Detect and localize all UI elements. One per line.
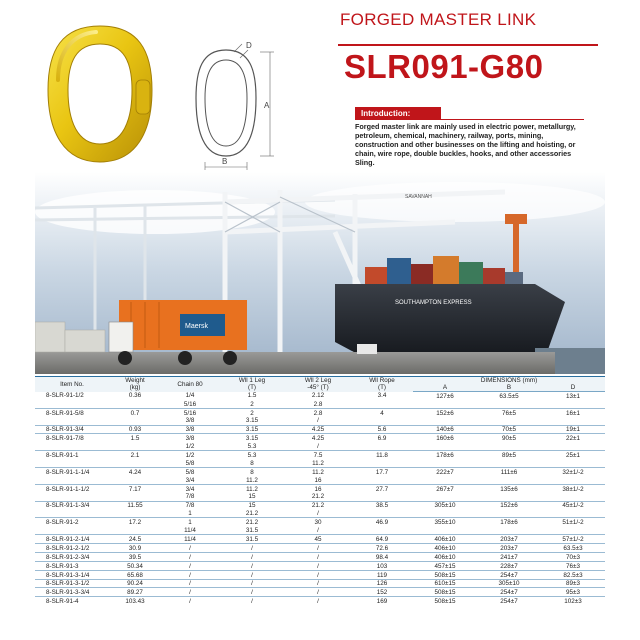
- table-row: [35, 588, 605, 597]
- table-row: [35, 509, 605, 517]
- table-cell-dim-a: 305±10: [413, 501, 477, 509]
- table-cell-dim-a: [413, 509, 477, 517]
- master-link-photo: [40, 20, 160, 170]
- table-cell-dim-b: 63.5±5: [499, 392, 519, 400]
- table-cell-rope: [351, 442, 413, 450]
- table-cell-dim-d: 76±3: [541, 561, 605, 570]
- table-cell-weight: [109, 442, 161, 450]
- table-cell-weight: 90.24: [109, 579, 161, 588]
- ship-name: SOUTHAMPTON EXPRESS: [395, 300, 472, 306]
- table-cell-wll2: /: [285, 597, 351, 605]
- table-cell-wll1: 5.3: [219, 451, 285, 459]
- table-cell-weight: 24.5: [109, 535, 161, 544]
- table-cell-item: 8-SLR-91-1-3/4: [35, 501, 109, 509]
- table-row: [35, 561, 605, 570]
- table-cell-chain: /: [161, 570, 219, 579]
- table-cell-dim-a: 127±6: [436, 392, 454, 400]
- table-cell-item: [35, 400, 109, 408]
- table-cell-wll1: 3.15: [219, 425, 285, 434]
- table-cell-wll2: 2.8: [285, 408, 351, 416]
- table-cell-wll2: 7.5: [285, 451, 351, 459]
- weight-unit: (kg): [129, 384, 141, 392]
- table-cell-wll1: 2: [219, 408, 285, 416]
- table-row: [35, 408, 605, 416]
- table-row: [35, 392, 605, 400]
- table-cell-dim-b: [477, 476, 541, 484]
- table-row: [35, 476, 605, 484]
- table-cell-chain: 1: [188, 510, 192, 518]
- table-cell-dim-a: 355±10: [413, 518, 477, 526]
- table-cell-rope: 169: [351, 597, 413, 605]
- table-cell-dim-d: 16±1: [541, 408, 605, 416]
- page-title: FORGED MASTER LINK: [340, 10, 537, 29]
- table-cell-dim-a: [413, 476, 477, 484]
- model-number: SLR091-G80: [344, 48, 544, 85]
- table-cell-dim-a: 508±15: [413, 588, 477, 597]
- table-cell-chain: /: [161, 588, 219, 597]
- table-cell-wll1: 11.2: [246, 476, 258, 484]
- table-cell-chain: 5/8: [185, 459, 195, 467]
- table-cell-wll1: 31.5: [219, 535, 285, 544]
- table-row: [35, 526, 605, 534]
- table-cell-wll2: /: [285, 570, 351, 579]
- table-cell-dim-d: 51±1/-2: [541, 518, 605, 526]
- table-cell-dim-d: [541, 509, 605, 517]
- table-row: [35, 451, 605, 459]
- table-cell-dim-a: [413, 459, 477, 467]
- table-row: [35, 493, 605, 501]
- table-cell-dim-b: 89±5: [477, 451, 541, 459]
- table-row: [35, 518, 605, 526]
- table-cell-item: 8-SLR-91-2: [35, 518, 109, 526]
- table-cell-item: [35, 526, 109, 534]
- table-cell-dim-d: 22±1: [541, 434, 605, 442]
- table-cell-item: 8-SLR-91-3: [35, 561, 109, 570]
- table-cell-chain: /: [161, 579, 219, 588]
- table-cell-weight: [109, 476, 161, 484]
- table-cell-dim-a: 508±15: [413, 570, 477, 579]
- table-row: [35, 425, 605, 434]
- table-cell-dim-b: [477, 400, 541, 408]
- table-cell-dim-b: [477, 459, 541, 467]
- table-cell-dim-b: 152±6: [477, 501, 541, 509]
- table-cell-dim-d: 102±3: [541, 597, 605, 605]
- table-cell-wll1: /: [219, 570, 285, 579]
- table-cell-rope: 3.4: [377, 392, 387, 400]
- table-cell-dim-a: [413, 400, 477, 408]
- table-cell-chain: /: [161, 552, 219, 561]
- table-cell-wll2: 11.2: [285, 468, 351, 476]
- table-cell-dim-a: 160±6: [413, 434, 477, 442]
- col-header-rope: [351, 377, 413, 392]
- table-row: [35, 434, 605, 442]
- table-cell-item: [35, 493, 109, 501]
- table-cell-chain: 3/8: [161, 434, 219, 442]
- table-cell-rope: 6.9: [351, 434, 413, 442]
- table-cell-wll2: /: [317, 527, 319, 535]
- table-cell-dim-a: 140±6: [413, 425, 477, 434]
- table-cell-weight: 0.93: [109, 425, 161, 434]
- table-row: [35, 417, 605, 425]
- table-cell-wll1: /: [219, 544, 285, 553]
- table-cell-weight: 65.68: [109, 570, 161, 579]
- table-cell-item: 8-SLR-91-3/4: [35, 425, 109, 434]
- table-cell-weight: 17.2: [109, 518, 161, 526]
- diagram-label-a: A: [264, 101, 270, 110]
- table-cell-item: 8-SLR-91-2-1/4: [35, 535, 109, 544]
- table-cell-wll2: /: [317, 417, 319, 425]
- table-cell-chain: 7/8: [161, 501, 219, 509]
- table-cell-weight: 39.5: [109, 552, 161, 561]
- table-cell-rope: 38.5: [351, 501, 413, 509]
- diagram-label-d: D: [246, 41, 252, 50]
- table-cell-rope: 98.4: [351, 552, 413, 561]
- table-cell-wll2: 4.25: [285, 425, 351, 434]
- table-cell-item: 8-SLR-91-1/2: [46, 392, 84, 400]
- table-cell-dim-a: 222±7: [413, 468, 477, 476]
- rope-label: Wll Rope: [369, 377, 395, 385]
- table-cell-chain: 11/4: [184, 527, 196, 535]
- table-cell-rope: 46.9: [351, 518, 413, 526]
- table-cell-dim-d: 13±1: [566, 392, 580, 400]
- table-row: [35, 544, 605, 553]
- table-cell-wll1: 15: [219, 501, 285, 509]
- table-cell-rope: [351, 400, 413, 408]
- intro-label: Introduction:: [355, 107, 441, 120]
- table-cell-dim-d: 95±3: [541, 588, 605, 597]
- table-cell-dim-a: 406±10: [413, 552, 477, 561]
- table-cell-rope: [351, 476, 413, 484]
- table-cell-chain: 3/8: [161, 425, 219, 434]
- table-cell-wll2: 21.2: [285, 501, 351, 509]
- table-row: [35, 501, 605, 509]
- table-row: [35, 400, 605, 408]
- table-cell-wll2: 16: [314, 476, 322, 484]
- table-cell-dim-a: 406±10: [413, 535, 477, 544]
- table-cell-dim-a: [413, 493, 477, 501]
- table-cell-dim-d: [541, 442, 605, 450]
- table-cell-wll2: /: [285, 588, 351, 597]
- table-cell-rope: 72.6: [351, 544, 413, 553]
- table-cell-chain: 11/4: [161, 535, 219, 544]
- wll1-unit: (T): [247, 384, 257, 392]
- table-cell-chain: 5/8: [161, 468, 219, 476]
- table-cell-dim-d: 45±1/-2: [541, 501, 605, 509]
- dimension-diagram: [188, 40, 278, 175]
- table-cell-dim-b: 305±10: [477, 579, 541, 588]
- table-cell-wll2: /: [285, 561, 351, 570]
- table-cell-rope: 126: [351, 579, 413, 588]
- table-cell-dim-d: 19±1: [541, 425, 605, 434]
- table-cell-dim-b: 70±5: [477, 425, 541, 434]
- col-header-dim-a: A: [413, 384, 477, 392]
- table-cell-item: 8-SLR-91-7/8: [35, 434, 109, 442]
- table-cell-dim-b: [477, 493, 541, 501]
- table-cell-dim-d: [541, 400, 605, 408]
- table-cell-rope: 4: [351, 408, 413, 416]
- table-cell-dim-d: 38±1/-2: [541, 484, 605, 492]
- table-cell-dim-a: 610±15: [413, 579, 477, 588]
- table-cell-dim-b: 228±7: [477, 561, 541, 570]
- table-cell-wll2: /: [317, 443, 319, 451]
- table-cell-chain: /: [161, 561, 219, 570]
- table-cell-dim-a: [413, 417, 477, 425]
- table-cell-chain: 3/8: [185, 417, 195, 425]
- col-header-weight: [109, 377, 161, 392]
- table-row: [35, 552, 605, 561]
- col-header-dim-b: B: [477, 384, 541, 392]
- table-cell-dim-b: 254±7: [477, 588, 541, 597]
- table-cell-wll1: 8: [219, 468, 285, 476]
- spec-table: [35, 376, 605, 605]
- table-cell-item: 8-SLR-91-1-1/2: [35, 484, 109, 492]
- table-cell-item: [35, 442, 109, 450]
- table-cell-wll1: 1.5: [247, 392, 257, 400]
- table-row: [35, 442, 605, 450]
- table-cell-item: 8-SLR-91-1-1/4: [35, 468, 109, 476]
- table-cell-rope: 17.7: [351, 468, 413, 476]
- table-cell-wll2: 21.2: [311, 493, 325, 501]
- wll2-unit: -45° (T): [307, 384, 329, 392]
- table-cell-wll2: 16: [285, 484, 351, 492]
- table-cell-chain: 3/4: [161, 484, 219, 492]
- table-cell-wll2: /: [285, 552, 351, 561]
- rope-unit: (T): [377, 384, 387, 392]
- table-cell-dim-a: 267±7: [413, 484, 477, 492]
- table-cell-wll1: 2: [250, 400, 254, 408]
- table-cell-dim-d: 89±3: [541, 579, 605, 588]
- table-cell-dim-a: 406±10: [413, 544, 477, 553]
- port-photo: [35, 172, 605, 374]
- table-cell-dim-d: 63.5±3: [541, 544, 605, 553]
- table-cell-weight: [109, 400, 161, 408]
- table-cell-dim-a: 178±6: [413, 451, 477, 459]
- table-cell-rope: [351, 509, 413, 517]
- weight-label: Weight: [125, 377, 145, 385]
- table-cell-item: 8-SLR-91-1: [35, 451, 109, 459]
- table-cell-rope: [351, 417, 413, 425]
- table-cell-dim-b: [477, 442, 541, 450]
- table-cell-wll1: /: [219, 597, 285, 605]
- table-cell-wll1: 3.15: [245, 417, 259, 425]
- table-row: [35, 597, 605, 605]
- table-cell-wll1: 21.2: [245, 510, 259, 518]
- table-cell-wll1: 11.2: [219, 484, 285, 492]
- table-cell-dim-b: 254±7: [477, 570, 541, 579]
- table-cell-item: [35, 417, 109, 425]
- table-cell-wll2: 2.8: [313, 400, 323, 408]
- table-cell-dim-d: [541, 526, 605, 534]
- table-cell-rope: [351, 493, 413, 501]
- table-cell-rope: 11.8: [351, 451, 413, 459]
- table-cell-dim-b: 111±6: [477, 468, 541, 476]
- table-cell-wll1: 21.2: [219, 518, 285, 526]
- table-cell-weight: 1.5: [109, 434, 161, 442]
- table-cell-weight: 103.43: [109, 597, 161, 605]
- title-divider: [338, 44, 598, 46]
- table-cell-weight: 0.7: [109, 408, 161, 416]
- table-row: [35, 535, 605, 544]
- table-cell-dim-b: 254±7: [477, 597, 541, 605]
- table-cell-weight: 30.9: [109, 544, 161, 553]
- table-cell-dim-b: 241±7: [477, 552, 541, 561]
- header: [0, 0, 640, 172]
- table-cell-chain: 1/2: [185, 443, 195, 451]
- table-row: [35, 484, 605, 492]
- spec-table-body: [35, 392, 605, 606]
- intro-divider: [441, 119, 584, 120]
- table-cell-dim-d: 70±3: [541, 552, 605, 561]
- table-cell-dim-b: [477, 417, 541, 425]
- col-header-chain: Chain 80: [161, 377, 219, 392]
- table-cell-wll2: /: [285, 544, 351, 553]
- table-cell-rope: 152: [351, 588, 413, 597]
- table-cell-dim-d: [541, 476, 605, 484]
- table-cell-item: 8-SLR-91-4: [35, 597, 109, 605]
- table-cell-item: 8-SLR-91-3-1/4: [35, 570, 109, 579]
- table-cell-dim-a: 457±15: [413, 561, 477, 570]
- table-cell-chain: 7/8: [185, 493, 195, 501]
- table-cell-wll2: 45: [285, 535, 351, 544]
- table-cell-dim-d: 25±1: [541, 451, 605, 459]
- table-cell-wll1: 3.15: [219, 434, 285, 442]
- table-cell-weight: [109, 493, 161, 501]
- table-cell-weight: [109, 417, 161, 425]
- col-header-dimensions: DIMENSIONS (mm): [413, 377, 605, 385]
- table-cell-dim-b: [477, 509, 541, 517]
- table-cell-chain: 5/16: [161, 408, 219, 416]
- wll2-label: Wll 2 Leg: [304, 377, 332, 385]
- table-cell-weight: 89.27: [109, 588, 161, 597]
- table-cell-item: [35, 476, 109, 484]
- col-header-item: Item No.: [35, 377, 109, 392]
- table-cell-wll1: /: [219, 579, 285, 588]
- table-cell-weight: [109, 459, 161, 467]
- table-cell-dim-b: 178±6: [477, 518, 541, 526]
- table-cell-rope: 64.9: [351, 535, 413, 544]
- table-cell-dim-b: 135±6: [477, 484, 541, 492]
- table-cell-chain: 3/4: [185, 476, 195, 484]
- table-cell-dim-b: 203±7: [477, 535, 541, 544]
- table-row: [35, 468, 605, 476]
- table-cell-item: [35, 509, 109, 517]
- table-cell-dim-b: 76±5: [477, 408, 541, 416]
- container-brand: Maersk: [185, 323, 208, 330]
- wll1-label: Wll 1 Leg: [238, 377, 266, 385]
- table-cell-item: 8-SLR-91-2-1/2: [35, 544, 109, 553]
- table-cell-wll2: /: [317, 510, 319, 518]
- table-cell-chain: 1: [161, 518, 219, 526]
- table-cell-weight: 11.55: [109, 501, 161, 509]
- table-cell-item: 8-SLR-91-5/8: [35, 408, 109, 416]
- crane-text: SAVANNAH: [405, 194, 432, 200]
- table-row: [35, 579, 605, 588]
- table-cell-item: 8-SLR-91-2-3/4: [35, 552, 109, 561]
- table-cell-chain: 1/2: [161, 451, 219, 459]
- table-cell-dim-b: 203±7: [477, 544, 541, 553]
- table-cell-weight: 2.1: [109, 451, 161, 459]
- table-cell-dim-b: 90±5: [477, 434, 541, 442]
- table-cell-wll1: 5.3: [247, 443, 257, 451]
- table-cell-dim-d: 32±1/-2: [541, 468, 605, 476]
- table-cell-dim-d: [541, 493, 605, 501]
- table-cell-chain: /: [161, 597, 219, 605]
- table-cell-wll1: /: [219, 588, 285, 597]
- table-cell-wll1: 8: [250, 459, 254, 467]
- table-cell-dim-d: 57±1/-2: [541, 535, 605, 544]
- table-cell-wll1: /: [219, 561, 285, 570]
- table-cell-wll2: 11.2: [312, 459, 324, 467]
- table-row: [35, 459, 605, 467]
- table-cell-dim-a: 508±15: [413, 597, 477, 605]
- table-cell-rope: [351, 459, 413, 467]
- table-cell-wll2: 30: [285, 518, 351, 526]
- table-cell-wll1: 31.5: [245, 527, 259, 535]
- table-cell-item: [35, 459, 109, 467]
- table-cell-weight: [109, 526, 161, 534]
- table-row: [35, 570, 605, 579]
- table-cell-rope: 103: [351, 561, 413, 570]
- table-cell-weight: [109, 509, 161, 517]
- table-cell-chain: /: [161, 544, 219, 553]
- table-cell-wll1: 15: [248, 493, 256, 501]
- table-cell-rope: 27.7: [351, 484, 413, 492]
- table-cell-wll2: /: [285, 579, 351, 588]
- table-cell-dim-d: [541, 459, 605, 467]
- table-cell-rope: 119: [351, 570, 413, 579]
- table-cell-weight: 7.17: [109, 484, 161, 492]
- table-cell-weight: 4.24: [109, 468, 161, 476]
- table-cell-wll1: /: [219, 552, 285, 561]
- table-cell-item: 8-SLR-91-3-3/4: [35, 588, 109, 597]
- table-cell-dim-d: [541, 417, 605, 425]
- table-cell-dim-a: [413, 442, 477, 450]
- table-cell-rope: [351, 526, 413, 534]
- table-cell-chain: 5/16: [183, 400, 197, 408]
- table-cell-dim-a: 152±6: [413, 408, 477, 416]
- col-header-wll2: [285, 377, 351, 392]
- table-cell-wll2: 4.25: [285, 434, 351, 442]
- table-cell-dim-d: 82.5±3: [541, 570, 605, 579]
- table-cell-weight: 0.36: [128, 392, 142, 400]
- table-cell-weight: 50.34: [109, 561, 161, 570]
- table-cell-chain: 1/4: [185, 392, 195, 400]
- intro-text: Forged master link are mainly used in electric power, metallurgy, petroleum, chemical, machinery, railway, ports, mining, construction and other businesses on the lifting and hoisting, or chain, wire rope, double buckles, hooks, and other accessories Sling.: [355, 122, 576, 167]
- col-header-dim-d: D: [541, 384, 605, 392]
- table-cell-item: 8-SLR-91-3-1/2: [35, 579, 109, 588]
- table-cell-dim-a: [413, 526, 477, 534]
- col-header-wll1: [219, 377, 285, 392]
- table-cell-dim-b: [477, 526, 541, 534]
- diagram-label-b: B: [222, 157, 228, 166]
- table-cell-rope: 5.6: [351, 425, 413, 434]
- table-cell-wll2: 2.12: [311, 392, 325, 400]
